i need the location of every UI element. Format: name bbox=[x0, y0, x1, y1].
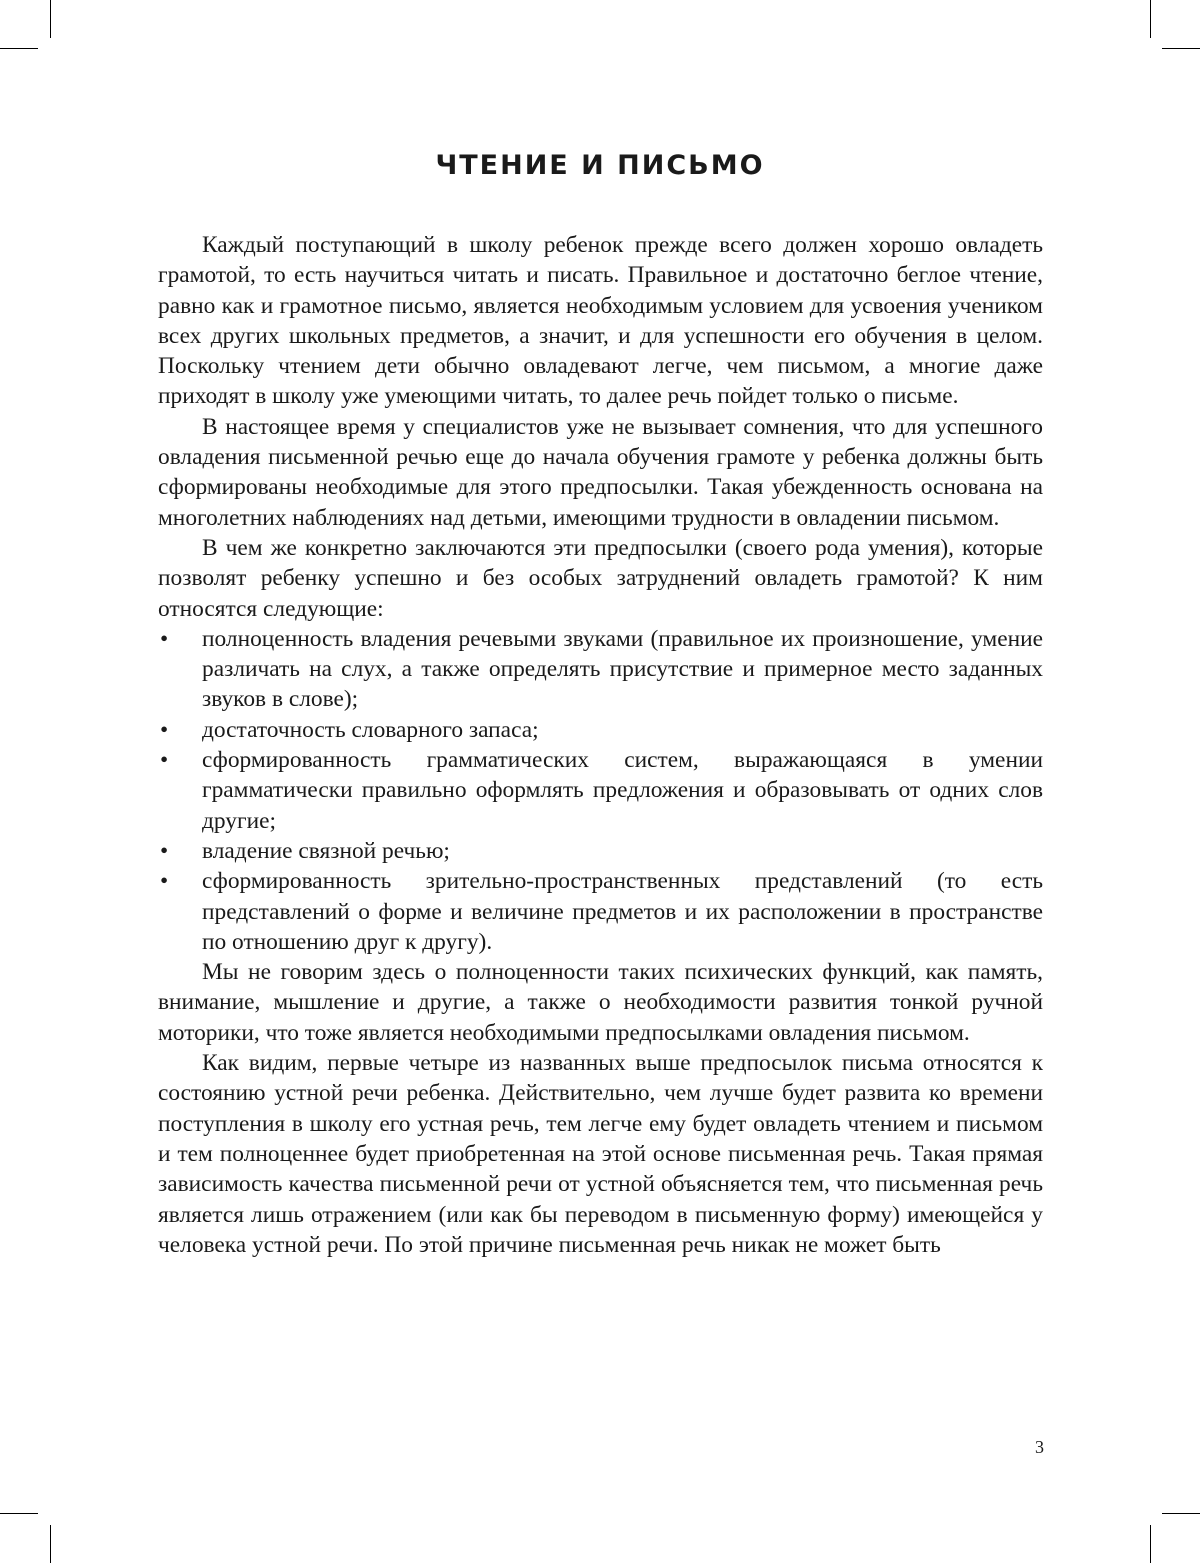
crop-mark-bottom-right-h bbox=[1162, 1513, 1200, 1514]
page-title: ЧТЕНИЕ И ПИСЬМО bbox=[435, 150, 765, 181]
list-item bbox=[158, 624, 1043, 715]
list-item-text: достаточность словарного запаса; bbox=[202, 716, 539, 743]
list-item bbox=[158, 866, 1043, 957]
page-number: 3 bbox=[1035, 1437, 1044, 1457]
list-item bbox=[158, 836, 1043, 866]
paragraph: Мы не говорим здесь о полноценности таких психических функций, как память, внимание, мышление и другие, а также о необходимости развития тонкой ручной моторики, что тоже является необходимыми предпосылками овладения письмом. bbox=[158, 959, 1043, 1046]
crop-mark-top-right-h bbox=[1162, 48, 1200, 49]
crop-mark-top-left-v bbox=[50, 0, 51, 38]
crop-mark-bottom-right-v bbox=[1150, 1525, 1151, 1563]
list-item-text: сформированность зрительно-пространственных представлений (то есть представлений о форме и величине предметов и их расположении в пространстве по отношению друг к другу). bbox=[202, 868, 1043, 955]
list-item-text: полноценность владения речевыми звуками (правильное их произношение, умение различать на слух, а также определять присутствие и примерное место заданных звуков в слове); bbox=[202, 625, 1043, 713]
bullet-icon: • bbox=[160, 837, 169, 864]
crop-mark-bottom-left-v bbox=[50, 1525, 51, 1563]
list-item bbox=[158, 715, 1043, 745]
bullet-icon: • bbox=[160, 625, 169, 652]
paragraph: В настоящее время у специалистов уже не вызывает сомнения, что для успешного овладения письменной речью еще до начала обучения грамоте у ребенка должны быть сформированы необходимые для этого предпосылки. Такая убежденность основана на многолетних наблюдениях над детьми, имеющими трудности в овладении письмом. bbox=[158, 413, 1043, 531]
bullet-icon: • bbox=[160, 716, 169, 743]
prerequisites-list bbox=[158, 624, 1043, 957]
crop-mark-top-left-h bbox=[0, 48, 38, 49]
list-item-text: сформированность грамматических систем, выражающаяся в умении грамматически правильно оформлять предложения и образовывать от одних слов другие; bbox=[202, 747, 1043, 834]
paragraph: В чем же конкретно заключаются эти предпосылки (своего рода умения), которые позволят ребенку успешно и без особых затруднений овладеть грамотой? К ним относятся следующие: bbox=[158, 534, 1043, 622]
crop-mark-bottom-left-h bbox=[0, 1513, 38, 1514]
page-body bbox=[158, 230, 1043, 1260]
paragraph: Как видим, первые четыре из названных выше предпосылок письма относятся к состоянию устной речи ребенка. Действительно, чем лучше будет развита ко времени поступления в школу его устная речь, тем легче ему будет овладеть чтением и письмом и тем полноценнее будет приобретенная на этой основе письменная речь. Такая прямая зависимость качества письменной речи от устной объясняется тем, что письменная речь является лишь отражением (или как бы переводом в письменную форму) имеющейся у человека устной речи. По этой причине письменная речь никак не может быть bbox=[158, 1050, 1043, 1258]
crop-mark-top-right-v bbox=[1150, 0, 1151, 38]
list-item bbox=[158, 745, 1043, 836]
bullet-icon: • bbox=[160, 868, 169, 895]
list-item-text: владение связной речью; bbox=[202, 837, 450, 864]
paragraph: Каждый поступающий в школу ребенок прежде всего должен хорошо овладеть грамотой, то есть научиться читать и писать. Правильное и достаточно беглое чтение, равно как и грамотное письмо, является необходимым условием для усвоения учеником всех других школьных предметов, а значит, и для успешности его обучения в целом. Поскольку чтением дети обычно овладевают легче, чем письмом, а многие даже приходят в школу уже умеющими читать, то далее речь пойдет только о письме. bbox=[158, 232, 1043, 410]
bullet-icon: • bbox=[160, 747, 169, 774]
